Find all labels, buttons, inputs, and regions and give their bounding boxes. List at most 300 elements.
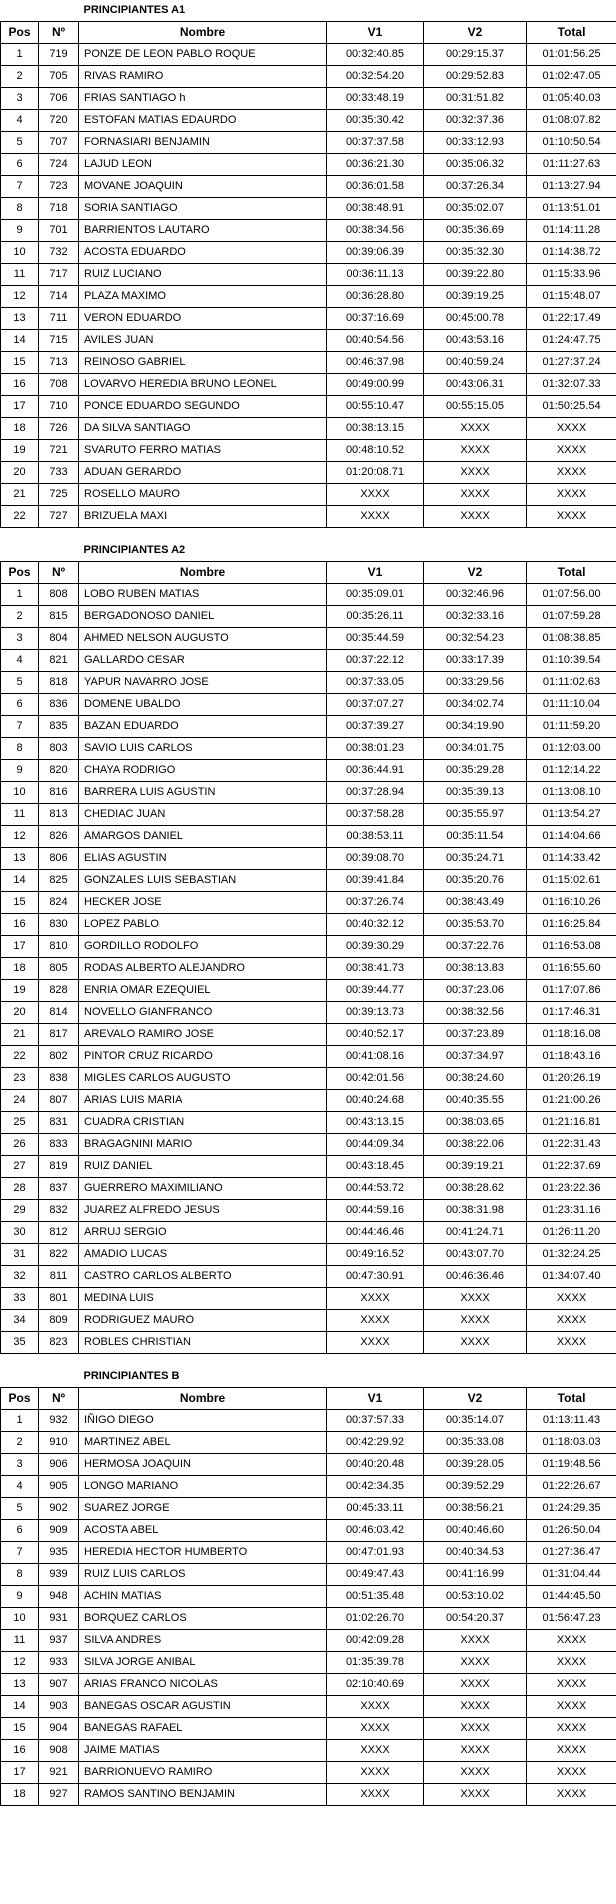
name-cell: DA SILVA SANTIAGO bbox=[79, 418, 327, 440]
total-cell: 01:56:47.23 bbox=[527, 1608, 616, 1630]
number-cell: 803 bbox=[39, 738, 79, 760]
v1-cell: 00:42:34.35 bbox=[327, 1476, 424, 1498]
table-row bbox=[1, 1288, 616, 1310]
pos-cell: 22 bbox=[1, 506, 39, 528]
name-cell: SILVA ANDRES bbox=[79, 1630, 327, 1652]
v1-cell: XXXX bbox=[327, 506, 424, 528]
v2-cell: 00:35:36.69 bbox=[424, 220, 527, 242]
number-cell: 723 bbox=[39, 176, 79, 198]
pos-cell: 1 bbox=[1, 1410, 39, 1432]
total-cell: 01:26:11.20 bbox=[527, 1222, 616, 1244]
v1-cell: 00:55:10.47 bbox=[327, 396, 424, 418]
pos-cell: 3 bbox=[1, 1454, 39, 1476]
v1-cell: 00:36:11.13 bbox=[327, 264, 424, 286]
table-row bbox=[1, 462, 616, 484]
table-row bbox=[1, 264, 616, 286]
table-row bbox=[1, 1222, 616, 1244]
number-cell: 715 bbox=[39, 330, 79, 352]
pos-cell: 8 bbox=[1, 738, 39, 760]
name-cell: ACHIN MATIAS bbox=[79, 1586, 327, 1608]
v1-cell: 00:49:16.52 bbox=[327, 1244, 424, 1266]
number-cell: 903 bbox=[39, 1696, 79, 1718]
v2-cell: 00:45:00.78 bbox=[424, 308, 527, 330]
v2-cell: XXXX bbox=[424, 418, 527, 440]
v2-cell: 00:54:20.37 bbox=[424, 1608, 527, 1630]
table-row bbox=[1, 1410, 616, 1432]
total-cell: 01:16:53.08 bbox=[527, 936, 616, 958]
pos-cell: 13 bbox=[1, 848, 39, 870]
total-header: Total bbox=[527, 1388, 616, 1410]
pos-cell: 7 bbox=[1, 176, 39, 198]
v1-cell: 00:37:33.05 bbox=[327, 672, 424, 694]
number-cell: 719 bbox=[39, 44, 79, 66]
table-row bbox=[1, 1564, 616, 1586]
gap-cell bbox=[1, 1354, 616, 1367]
table-row bbox=[1, 1332, 616, 1354]
v2-cell: 00:38:28.62 bbox=[424, 1178, 527, 1200]
table-row bbox=[1, 66, 616, 88]
name-cell: RUIZ DANIEL bbox=[79, 1156, 327, 1178]
name-cell: PINTOR CRUZ RICARDO bbox=[79, 1046, 327, 1068]
total-cell: 01:12:03.00 bbox=[527, 738, 616, 760]
pos-cell: 12 bbox=[1, 1652, 39, 1674]
total-cell: 01:17:07.86 bbox=[527, 980, 616, 1002]
section-gap bbox=[1, 1354, 616, 1367]
number-cell: 726 bbox=[39, 418, 79, 440]
table-row bbox=[1, 650, 616, 672]
v1-cell: 01:35:39.78 bbox=[327, 1652, 424, 1674]
pos-cell: 9 bbox=[1, 220, 39, 242]
number-cell: 706 bbox=[39, 88, 79, 110]
pos-cell: 21 bbox=[1, 1024, 39, 1046]
table-row bbox=[1, 782, 616, 804]
total-cell: 01:13:51.01 bbox=[527, 198, 616, 220]
name-cell: ROSELLO MAURO bbox=[79, 484, 327, 506]
name-cell: ACOSTA ABEL bbox=[79, 1520, 327, 1542]
pos-cell: 31 bbox=[1, 1244, 39, 1266]
v2-cell: 00:40:59.24 bbox=[424, 352, 527, 374]
number-cell: 937 bbox=[39, 1630, 79, 1652]
number-cell: 909 bbox=[39, 1520, 79, 1542]
total-cell: 01:32:24.25 bbox=[527, 1244, 616, 1266]
total-cell: XXXX bbox=[527, 506, 616, 528]
name-cell: BARRERA LUIS AGUSTIN bbox=[79, 782, 327, 804]
pos-cell: 15 bbox=[1, 892, 39, 914]
total-cell: 01:15:48.07 bbox=[527, 286, 616, 308]
pos-cell: 25 bbox=[1, 1112, 39, 1134]
v1-cell: 00:37:57.33 bbox=[327, 1410, 424, 1432]
v2-cell: 00:39:19.25 bbox=[424, 286, 527, 308]
number-cell: 707 bbox=[39, 132, 79, 154]
table-row bbox=[1, 110, 616, 132]
number-cell: 927 bbox=[39, 1784, 79, 1806]
table-row bbox=[1, 418, 616, 440]
table-row bbox=[1, 1068, 616, 1090]
total-cell: 01:18:03.03 bbox=[527, 1432, 616, 1454]
pos-cell: 13 bbox=[1, 308, 39, 330]
name-cell: HECKER JOSE bbox=[79, 892, 327, 914]
total-cell: 01:22:37.69 bbox=[527, 1156, 616, 1178]
v1-cell: 00:37:07.27 bbox=[327, 694, 424, 716]
pos-cell: 26 bbox=[1, 1134, 39, 1156]
pos-cell: 19 bbox=[1, 440, 39, 462]
number-cell: 714 bbox=[39, 286, 79, 308]
total-cell: XXXX bbox=[527, 418, 616, 440]
name-cell: RIVAS RAMIRO bbox=[79, 66, 327, 88]
number-cell: 819 bbox=[39, 1156, 79, 1178]
v2-cell: 00:41:16.99 bbox=[424, 1564, 527, 1586]
v1-cell: 00:36:21.30 bbox=[327, 154, 424, 176]
table-row bbox=[1, 1244, 616, 1266]
v1-header: V1 bbox=[327, 562, 424, 584]
v1-cell: 00:42:09.28 bbox=[327, 1630, 424, 1652]
table-row bbox=[1, 330, 616, 352]
number-cell: 908 bbox=[39, 1740, 79, 1762]
pos-cell: 15 bbox=[1, 352, 39, 374]
number-cell: 732 bbox=[39, 242, 79, 264]
total-cell: 01:02:47.05 bbox=[527, 66, 616, 88]
v2-cell: 00:33:29.56 bbox=[424, 672, 527, 694]
v2-cell: 00:37:22.76 bbox=[424, 936, 527, 958]
pos-cell: 16 bbox=[1, 1740, 39, 1762]
v1-cell: 00:36:01.58 bbox=[327, 176, 424, 198]
total-cell: 01:18:43.16 bbox=[527, 1046, 616, 1068]
v2-cell: 00:35:11.54 bbox=[424, 826, 527, 848]
total-header: Total bbox=[527, 562, 616, 584]
name-cell: JAIME MATIAS bbox=[79, 1740, 327, 1762]
v2-cell: 00:55:15.05 bbox=[424, 396, 527, 418]
v1-cell: 00:32:54.20 bbox=[327, 66, 424, 88]
v1-cell: XXXX bbox=[327, 1762, 424, 1784]
pos-cell: 34 bbox=[1, 1310, 39, 1332]
pos-cell: 1 bbox=[1, 584, 39, 606]
number-cell: 904 bbox=[39, 1718, 79, 1740]
name-cell: GALLARDO CESAR bbox=[79, 650, 327, 672]
pos-cell: 13 bbox=[1, 1674, 39, 1696]
number-cell: 815 bbox=[39, 606, 79, 628]
number-cell: 818 bbox=[39, 672, 79, 694]
pos-cell: 5 bbox=[1, 1498, 39, 1520]
number-cell: 708 bbox=[39, 374, 79, 396]
name-cell: REINOSO GABRIEL bbox=[79, 352, 327, 374]
name-cell: ARRUJ SERGIO bbox=[79, 1222, 327, 1244]
name-header: Nombre bbox=[79, 1388, 327, 1410]
total-cell: 01:22:17.49 bbox=[527, 308, 616, 330]
table-row bbox=[1, 1476, 616, 1498]
total-cell: XXXX bbox=[527, 1332, 616, 1354]
pos-cell: 1 bbox=[1, 44, 39, 66]
table-row bbox=[1, 198, 616, 220]
v2-cell: XXXX bbox=[424, 440, 527, 462]
name-cell: AMADIO LUCAS bbox=[79, 1244, 327, 1266]
number-cell: 713 bbox=[39, 352, 79, 374]
v1-header: V1 bbox=[327, 1388, 424, 1410]
v2-cell: 00:38:24.60 bbox=[424, 1068, 527, 1090]
pos-cell: 4 bbox=[1, 110, 39, 132]
table-row bbox=[1, 1112, 616, 1134]
v1-cell: 00:37:22.12 bbox=[327, 650, 424, 672]
total-cell: XXXX bbox=[527, 1696, 616, 1718]
v1-cell: 00:46:03.42 bbox=[327, 1520, 424, 1542]
gap-cell bbox=[1, 528, 616, 541]
table-row bbox=[1, 1200, 616, 1222]
total-cell: 01:22:31.43 bbox=[527, 1134, 616, 1156]
total-cell: 01:26:50.04 bbox=[527, 1520, 616, 1542]
pos-cell: 24 bbox=[1, 1090, 39, 1112]
v2-cell: XXXX bbox=[424, 484, 527, 506]
number-cell: 725 bbox=[39, 484, 79, 506]
name-cell: LAJUD LEON bbox=[79, 154, 327, 176]
v2-cell: 00:39:19.21 bbox=[424, 1156, 527, 1178]
number-cell: 701 bbox=[39, 220, 79, 242]
total-cell: XXXX bbox=[527, 1674, 616, 1696]
v2-cell: 00:40:35.55 bbox=[424, 1090, 527, 1112]
total-cell: 01:14:11.28 bbox=[527, 220, 616, 242]
name-cell: ELIAS AGUSTIN bbox=[79, 848, 327, 870]
v2-header: V2 bbox=[424, 22, 527, 44]
table-row bbox=[1, 242, 616, 264]
v2-cell: 00:37:23.89 bbox=[424, 1024, 527, 1046]
total-cell: XXXX bbox=[527, 1310, 616, 1332]
table-row bbox=[1, 1608, 616, 1630]
table-row bbox=[1, 980, 616, 1002]
section-title: PRINCIPIANTES B bbox=[83, 1370, 180, 1382]
v1-cell: 00:46:37.98 bbox=[327, 352, 424, 374]
section-title-row bbox=[1, 1366, 616, 1388]
total-cell: 01:07:56.00 bbox=[527, 584, 616, 606]
pos-cell: 27 bbox=[1, 1156, 39, 1178]
number-cell: 825 bbox=[39, 870, 79, 892]
v2-cell: 00:38:43.49 bbox=[424, 892, 527, 914]
v2-cell: 00:38:32.56 bbox=[424, 1002, 527, 1024]
v2-cell: 00:40:34.53 bbox=[424, 1542, 527, 1564]
v1-cell: 01:02:26.70 bbox=[327, 1608, 424, 1630]
table-row bbox=[1, 1674, 616, 1696]
table-row bbox=[1, 1046, 616, 1068]
name-cell: RUIZ LUCIANO bbox=[79, 264, 327, 286]
pos-cell: 32 bbox=[1, 1266, 39, 1288]
total-cell: 01:14:38.72 bbox=[527, 242, 616, 264]
v2-cell: 00:38:22.06 bbox=[424, 1134, 527, 1156]
number-cell: 814 bbox=[39, 1002, 79, 1024]
pos-cell: 12 bbox=[1, 286, 39, 308]
name-cell: RAMOS SANTINO BENJAMIN bbox=[79, 1784, 327, 1806]
table-row bbox=[1, 870, 616, 892]
v1-cell: XXXX bbox=[327, 1288, 424, 1310]
v1-cell: 00:47:30.91 bbox=[327, 1266, 424, 1288]
name-cell: ENRIA OMAR EZEQUIEL bbox=[79, 980, 327, 1002]
v1-cell: 00:40:20.48 bbox=[327, 1454, 424, 1476]
table-row bbox=[1, 308, 616, 330]
total-cell: XXXX bbox=[527, 1718, 616, 1740]
name-cell: ARIAS FRANCO NICOLAS bbox=[79, 1674, 327, 1696]
v1-cell: 00:35:09.01 bbox=[327, 584, 424, 606]
table-row bbox=[1, 1740, 616, 1762]
v1-cell: 00:35:44.59 bbox=[327, 628, 424, 650]
total-cell: 01:21:16.81 bbox=[527, 1112, 616, 1134]
table-row bbox=[1, 914, 616, 936]
number-cell: 823 bbox=[39, 1332, 79, 1354]
v1-cell: 00:44:53.72 bbox=[327, 1178, 424, 1200]
blank-cell bbox=[39, 1366, 79, 1388]
pos-cell: 7 bbox=[1, 716, 39, 738]
total-cell: 01:20:26.19 bbox=[527, 1068, 616, 1090]
number-cell: 836 bbox=[39, 694, 79, 716]
name-cell: BANEGAS RAFAEL bbox=[79, 1718, 327, 1740]
number-cell: 808 bbox=[39, 584, 79, 606]
pos-cell: 20 bbox=[1, 1002, 39, 1024]
section-title: PRINCIPIANTES A2 bbox=[83, 544, 186, 556]
pos-header: Pos bbox=[1, 22, 39, 44]
pos-cell: 18 bbox=[1, 418, 39, 440]
number-cell: 828 bbox=[39, 980, 79, 1002]
v2-cell: 00:35:39.13 bbox=[424, 782, 527, 804]
total-cell: 01:10:50.54 bbox=[527, 132, 616, 154]
v1-cell: 00:39:41.84 bbox=[327, 870, 424, 892]
v2-cell: XXXX bbox=[424, 1652, 527, 1674]
pos-cell: 11 bbox=[1, 804, 39, 826]
pos-cell: 17 bbox=[1, 396, 39, 418]
number-cell: 733 bbox=[39, 462, 79, 484]
pos-cell: 9 bbox=[1, 1586, 39, 1608]
v2-cell: 00:53:10.02 bbox=[424, 1586, 527, 1608]
v2-cell: 00:43:06.31 bbox=[424, 374, 527, 396]
name-cell: RUIZ LUIS CARLOS bbox=[79, 1564, 327, 1586]
table-row bbox=[1, 1586, 616, 1608]
blank-cell bbox=[39, 540, 79, 562]
total-cell: 01:44:45.50 bbox=[527, 1586, 616, 1608]
v2-cell: 00:43:07.70 bbox=[424, 1244, 527, 1266]
v1-cell: 00:37:39.27 bbox=[327, 716, 424, 738]
table-row bbox=[1, 1718, 616, 1740]
name-cell: BORQUEZ CARLOS bbox=[79, 1608, 327, 1630]
total-cell: XXXX bbox=[527, 484, 616, 506]
number-cell: 833 bbox=[39, 1134, 79, 1156]
v2-cell: 00:38:31.98 bbox=[424, 1200, 527, 1222]
name-cell: BRAGAGNINI MARIO bbox=[79, 1134, 327, 1156]
table-row bbox=[1, 958, 616, 980]
pos-cell: 5 bbox=[1, 672, 39, 694]
number-cell: 718 bbox=[39, 198, 79, 220]
v1-cell: 00:36:28.80 bbox=[327, 286, 424, 308]
pos-cell: 21 bbox=[1, 484, 39, 506]
name-cell: ESTOFAN MATIAS EDAURDO bbox=[79, 110, 327, 132]
total-cell: XXXX bbox=[527, 1762, 616, 1784]
v2-cell: 00:39:52.29 bbox=[424, 1476, 527, 1498]
table-row bbox=[1, 1520, 616, 1542]
name-cell: PLAZA MAXIMO bbox=[79, 286, 327, 308]
table-row bbox=[1, 1178, 616, 1200]
v2-cell: 00:29:52.83 bbox=[424, 66, 527, 88]
v1-cell: 01:20:08.71 bbox=[327, 462, 424, 484]
table-row bbox=[1, 1002, 616, 1024]
v2-cell: 00:41:24.71 bbox=[424, 1222, 527, 1244]
total-cell: 01:21:00.26 bbox=[527, 1090, 616, 1112]
table-row bbox=[1, 672, 616, 694]
v1-cell: 00:33:48.19 bbox=[327, 88, 424, 110]
pos-cell: 6 bbox=[1, 154, 39, 176]
v1-cell: 00:37:37.58 bbox=[327, 132, 424, 154]
v1-cell: 00:37:26.74 bbox=[327, 892, 424, 914]
number-cell: 837 bbox=[39, 1178, 79, 1200]
number-cell: 727 bbox=[39, 506, 79, 528]
pos-cell: 9 bbox=[1, 760, 39, 782]
table-row bbox=[1, 738, 616, 760]
pos-cell: 3 bbox=[1, 88, 39, 110]
v2-cell: 00:38:03.65 bbox=[424, 1112, 527, 1134]
pos-cell: 15 bbox=[1, 1718, 39, 1740]
name-cell: MIGLES CARLOS AUGUSTO bbox=[79, 1068, 327, 1090]
v2-cell: 00:35:32.30 bbox=[424, 242, 527, 264]
total-cell: 01:16:10.26 bbox=[527, 892, 616, 914]
v2-cell: XXXX bbox=[424, 1288, 527, 1310]
number-cell: 710 bbox=[39, 396, 79, 418]
v1-cell: 00:40:52.17 bbox=[327, 1024, 424, 1046]
total-cell: 01:11:10.04 bbox=[527, 694, 616, 716]
v1-cell: 00:44:09.34 bbox=[327, 1134, 424, 1156]
v2-cell: 00:40:46.60 bbox=[424, 1520, 527, 1542]
total-cell: 01:08:38.85 bbox=[527, 628, 616, 650]
table-row bbox=[1, 1310, 616, 1332]
v1-cell: 00:38:34.56 bbox=[327, 220, 424, 242]
v2-cell: 00:32:33.16 bbox=[424, 606, 527, 628]
number-cell: 816 bbox=[39, 782, 79, 804]
pos-cell: 16 bbox=[1, 374, 39, 396]
table-row bbox=[1, 848, 616, 870]
header-row bbox=[1, 22, 616, 44]
number-cell: 826 bbox=[39, 826, 79, 848]
name-cell: LONGO MARIANO bbox=[79, 1476, 327, 1498]
v1-cell: 00:38:48.91 bbox=[327, 198, 424, 220]
v1-cell: 00:45:33.11 bbox=[327, 1498, 424, 1520]
number-cell: 838 bbox=[39, 1068, 79, 1090]
v1-cell: 00:49:47.43 bbox=[327, 1564, 424, 1586]
table-row bbox=[1, 716, 616, 738]
total-cell: 01:34:07.40 bbox=[527, 1266, 616, 1288]
v2-cell: 00:37:26.34 bbox=[424, 176, 527, 198]
total-cell: 01:24:29.35 bbox=[527, 1498, 616, 1520]
v1-cell: 02:10:40.69 bbox=[327, 1674, 424, 1696]
name-cell: FORNASIARI BENJAMIN bbox=[79, 132, 327, 154]
number-header: Nº bbox=[39, 1388, 79, 1410]
total-cell: 01:17:46.31 bbox=[527, 1002, 616, 1024]
name-cell: AHMED NELSON AUGUSTO bbox=[79, 628, 327, 650]
pos-cell: 10 bbox=[1, 242, 39, 264]
number-cell: 806 bbox=[39, 848, 79, 870]
total-cell: 01:11:02.63 bbox=[527, 672, 616, 694]
name-cell: ADUAN GERARDO bbox=[79, 462, 327, 484]
number-cell: 809 bbox=[39, 1310, 79, 1332]
table-row bbox=[1, 44, 616, 66]
v2-cell: XXXX bbox=[424, 1630, 527, 1652]
total-cell: 01:11:59.20 bbox=[527, 716, 616, 738]
table-row bbox=[1, 892, 616, 914]
number-cell: 724 bbox=[39, 154, 79, 176]
number-cell: 711 bbox=[39, 308, 79, 330]
header-row bbox=[1, 1388, 616, 1410]
pos-cell: 11 bbox=[1, 264, 39, 286]
v2-cell: 00:35:06.32 bbox=[424, 154, 527, 176]
v2-cell: 00:35:33.08 bbox=[424, 1432, 527, 1454]
table-row bbox=[1, 484, 616, 506]
v2-cell: 00:35:24.71 bbox=[424, 848, 527, 870]
number-cell: 821 bbox=[39, 650, 79, 672]
number-cell: 721 bbox=[39, 440, 79, 462]
name-cell: CHEDIAC JUAN bbox=[79, 804, 327, 826]
v1-cell: 00:37:58.28 bbox=[327, 804, 424, 826]
table-row bbox=[1, 440, 616, 462]
v2-cell: XXXX bbox=[424, 1784, 527, 1806]
